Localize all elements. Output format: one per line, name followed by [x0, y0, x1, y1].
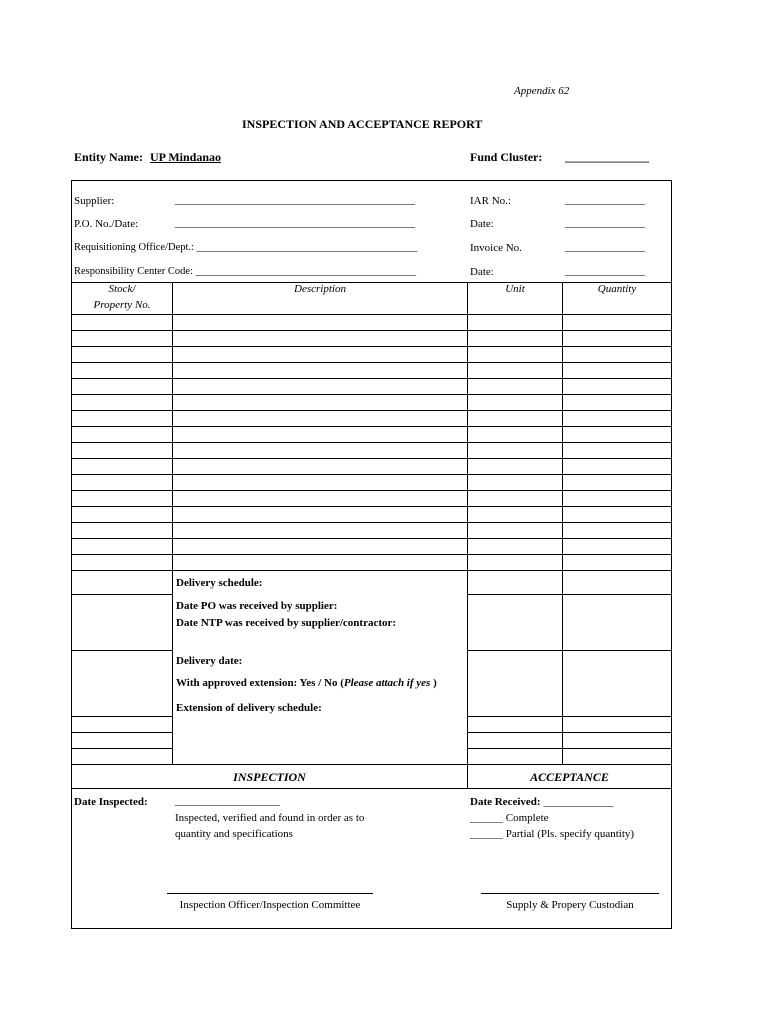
col-line-description [467, 282, 468, 788]
iar-no-label: IAR No.: [470, 195, 511, 207]
appendix-label: Appendix 62 [514, 85, 570, 97]
item-row-line [72, 346, 671, 347]
acceptance-signature-line [481, 893, 659, 894]
approved-extension-label [176, 677, 437, 689]
date-blank-2: ________________ [565, 266, 645, 277]
item-row-line [72, 732, 173, 733]
date-received-blank: ______________ [543, 797, 614, 808]
item-row-line [72, 716, 173, 717]
item-row-line [467, 716, 671, 717]
item-row-line [72, 378, 671, 379]
partial-option: ______ Partial (Pls. specify quantity) [470, 828, 635, 840]
po-date-blank: ________________________________________________ [175, 218, 415, 229]
item-row-line [72, 362, 671, 363]
item-row-line [72, 442, 671, 443]
item-row-line [72, 490, 671, 491]
date-received-row [470, 796, 613, 808]
inspected-statement-line1: Inspected, verified and found in order as to [175, 812, 365, 824]
item-row-line [72, 474, 671, 475]
delivery-date-label: Delivery date: [176, 655, 243, 667]
invoice-no-label: Invoice No. [470, 242, 522, 254]
item-row-line [72, 394, 671, 395]
col-header-property-no: Property No. [93, 299, 151, 311]
col-line-unit [562, 282, 563, 764]
table-bottom-line [72, 764, 671, 765]
date-ntp-received-label: Date NTP was received by supplier/contractor: [176, 617, 397, 629]
item-row-line [72, 748, 173, 749]
extension-schedule-label: Extension of delivery schedule: [176, 702, 322, 714]
section-header-line [72, 788, 671, 789]
item-row-line [72, 538, 671, 539]
fund-cluster-blank: ______________ [565, 150, 649, 164]
supplier-label: Supplier: [74, 195, 115, 207]
item-row-line [72, 410, 671, 411]
po-date-label: P.O. No./Date: [74, 218, 139, 230]
approved-extension-suffix: ) [430, 677, 437, 689]
item-row-line [467, 748, 671, 749]
date-label-1: Date: [470, 218, 494, 230]
item-row-line [72, 458, 671, 459]
responsibility-center-label: Responsibility Center Code: __________________________________________ [74, 266, 417, 277]
item-row-line [72, 522, 671, 523]
inspection-header: INSPECTION [233, 770, 306, 784]
date-inspected-blank: _____________________ [175, 796, 280, 807]
delivery-schedule-label: Delivery schedule: [176, 577, 263, 589]
item-row-line [72, 570, 671, 571]
col-header-unit: Unit [505, 283, 525, 295]
invoice-no-blank: ________________ [565, 242, 645, 253]
item-row-line [72, 650, 173, 651]
item-row-line [72, 426, 671, 427]
complete-option: ______ Complete [470, 812, 549, 824]
fund-cluster-label: Fund Cluster: [470, 150, 543, 164]
item-row-line [72, 506, 671, 507]
acceptance-header: ACCEPTANCE [530, 770, 609, 784]
col-header-quantity: Quantity [597, 283, 637, 295]
inspected-statement-line2: quantity and specifications [175, 828, 293, 840]
date-inspected-label: Date Inspected: [74, 796, 148, 808]
supplier-blank: ________________________________________________ [175, 195, 415, 206]
entity-name-value: UP Mindanao [150, 150, 222, 164]
date-po-received-label: Date PO was received by supplier: [176, 600, 338, 612]
date-received-label: Date Received: [470, 796, 544, 808]
date-blank-1: ________________ [565, 218, 645, 229]
item-row-line [467, 732, 671, 733]
requisitioning-office-label: Requisitioning Office/Dept.: __________________________________________ [74, 242, 418, 253]
item-row-line [467, 594, 671, 595]
inspection-signature-line [167, 893, 373, 894]
custodian-label: Supply & Propery Custodian [506, 899, 634, 911]
inspection-officer-label: Inspection Officer/Inspection Committee [179, 899, 361, 911]
table-header-top-line [72, 282, 671, 283]
item-row-line [72, 314, 671, 315]
col-line-stock [172, 282, 173, 764]
col-header-stock: Stock/ [108, 283, 136, 295]
item-row-line [72, 554, 671, 555]
entity-name-label: Entity Name: [74, 150, 143, 164]
item-row-line [72, 330, 671, 331]
approved-extension-prefix: With approved extension: Yes / No ( [176, 677, 344, 689]
approved-extension-note: Please attach if yes [343, 677, 431, 689]
item-row-line [467, 650, 671, 651]
iar-no-blank: ________________ [565, 195, 645, 206]
date-label-2: Date: [470, 266, 494, 278]
item-row-line [72, 594, 173, 595]
report-title: INSPECTION AND ACCEPTANCE REPORT [242, 117, 483, 131]
col-header-description: Description [294, 283, 346, 295]
